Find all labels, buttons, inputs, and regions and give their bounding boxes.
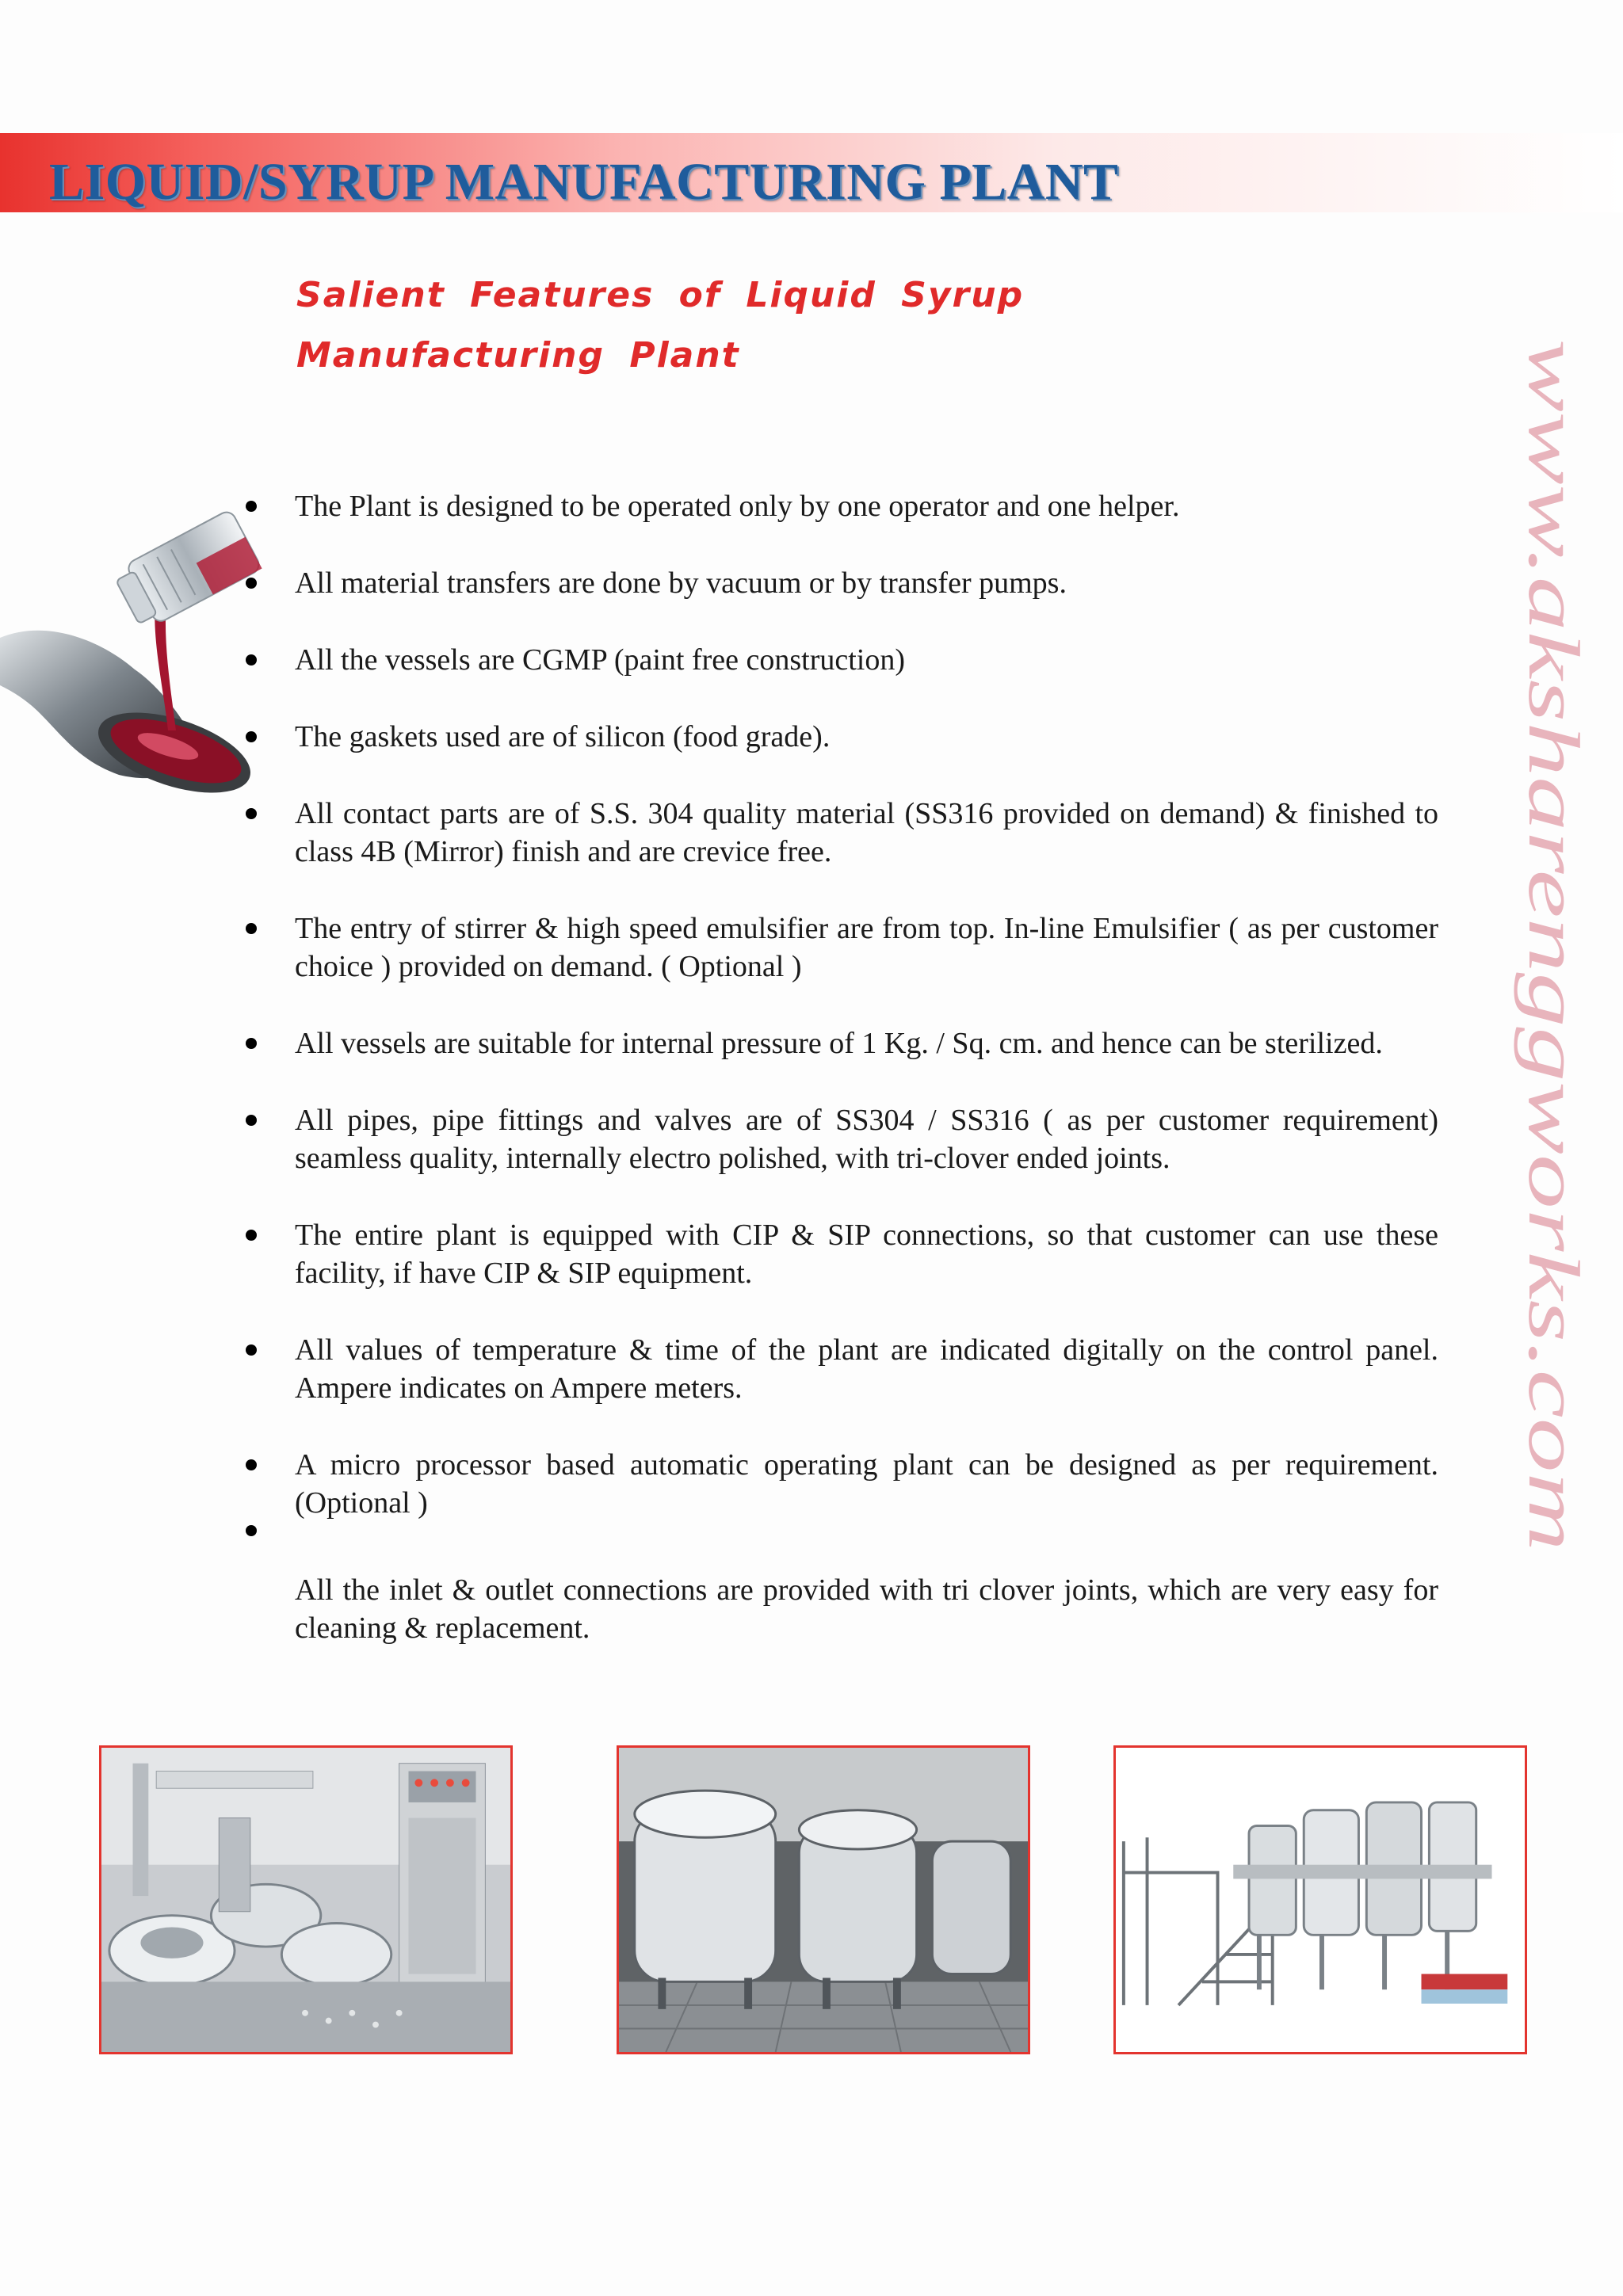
feature-item: All vessels are suitable for internal pressure of 1 Kg. / Sq. cm. and hence can be sterilized. (246, 1024, 1438, 1062)
website-watermark (1506, 339, 1594, 1559)
feature-item: The entry of stirrer & high speed emulsifier are from top. In-line Emulsifier ( as per customer choice ) provided on demand. ( Optional ) (246, 910, 1438, 986)
feature-item: All the vessels are CGMP (paint free construction) (246, 641, 1438, 679)
bullet-icon (246, 1230, 257, 1241)
bullet-icon (246, 578, 257, 589)
subtitle (296, 265, 1089, 386)
subtitle-line-1: Salient Features of Liquid Syrup (296, 275, 1025, 315)
bullet-icon (246, 1038, 257, 1049)
subtitle-line-2: Manufacturing Plant (296, 335, 740, 376)
bullet-icon (246, 1459, 257, 1470)
plant-photo-3 (1113, 1745, 1527, 2054)
bullet-icon (246, 1344, 257, 1356)
feature-list (246, 487, 1438, 1686)
feature-item: The gaskets used are of silicon (food grade). (246, 718, 1438, 756)
bullet-icon (246, 731, 257, 742)
syrup-pour-image (0, 523, 262, 800)
feature-item: All material transfers are done by vacuum or by transfer pumps. (246, 564, 1438, 602)
bullet-icon (246, 501, 257, 512)
feature-item: A micro processor based automatic operating plant can be designed as per requirement. (Optional ) (246, 1446, 1438, 1522)
feature-item: All contact parts are of S.S. 304 quality material (SS316 provided on demand) & finished to class 4B (Mirror) finish and are crevice free. (246, 795, 1438, 871)
plant-photo-2 (617, 1745, 1030, 2054)
feature-item: All the inlet & outlet connections are provided with tri clover joints, which are very easy for cleaning & replacement. (246, 1533, 1438, 1647)
bullet-icon (246, 923, 257, 934)
watermark-text: www.aksharenggworks.com (1514, 339, 1594, 1150)
bullet-icon (246, 808, 257, 819)
feature-item: The Plant is designed to be operated only by one operator and one helper. (246, 487, 1438, 525)
feature-item: All pipes, pipe fittings and valves are of SS304 / SS316 ( as per customer requirement) seamless quality, internally electro polished, with tri-clover ended joints. (246, 1101, 1438, 1177)
page-title: LIQUID/SYRUP MANUFACTURING PLANT (49, 153, 1119, 211)
bullet-icon (246, 1525, 257, 1536)
bullet-icon (246, 1115, 257, 1126)
plant-photo-1 (99, 1745, 513, 2054)
feature-item: All values of temperature & time of the plant are indicated digitally on the control panel. Ampere indicates on Ampere meters. (246, 1331, 1438, 1407)
feature-item: The entire plant is equipped with CIP & SIP connections, so that customer can use these facility, if have CIP & SIP equipment. (246, 1216, 1438, 1292)
bullet-icon (246, 654, 257, 666)
